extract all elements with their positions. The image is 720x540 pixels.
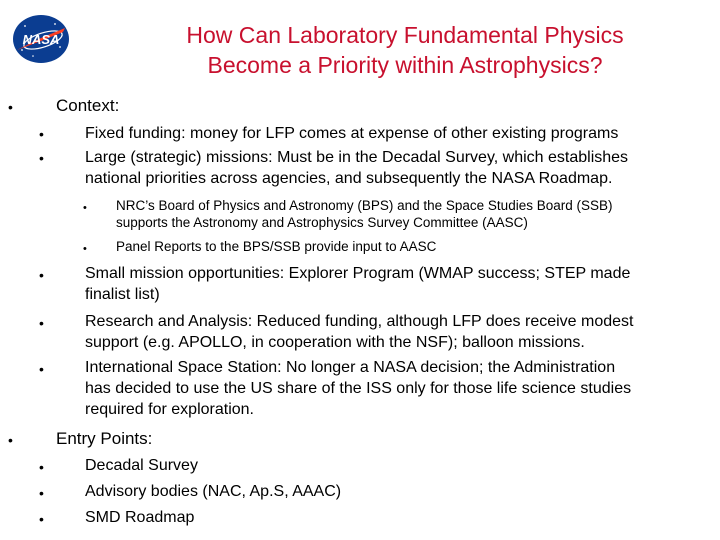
- nasa-logo-icon: [11, 14, 71, 64]
- bullet-icon: •: [39, 361, 44, 377]
- bullet-icon: •: [39, 267, 44, 283]
- bullet-icon: •: [8, 432, 13, 448]
- entry-point-item: SMD Roadmap: [85, 509, 195, 526]
- context-item-large-missions: Large (strategic) missions: Must be in the Decadal Survey, which establishes national priorities across agencies, and subsequently the NASA Roadmap.: [85, 149, 629, 187]
- title-line-1: How Can Laboratory Fundamental Physics: [186, 22, 624, 48]
- context-item-small-missions: Small mission opportunities: Explorer Program (WMAP success; STEP made finalist list): [85, 265, 631, 303]
- bullet-icon: •: [39, 485, 44, 501]
- nasa-logo-text: NASA: [22, 32, 60, 47]
- subitem-nrc-boards: NRC’s Board of Physics and Astronomy (BPS) and the Space Studies Board (SSB) supports the Astronomy and Astrophysics Survey Committee (AASC): [116, 198, 613, 230]
- slide-title: [110, 20, 700, 80]
- bullet-icon: •: [39, 459, 44, 475]
- bullet-icon: •: [83, 243, 87, 255]
- context-heading: Context:: [56, 96, 120, 115]
- bullet-icon: •: [83, 202, 87, 214]
- entry-point-item: Decadal Survey: [85, 457, 198, 474]
- subitem-panel-reports: Panel Reports to the BPS/SSB provide input to AASC: [116, 239, 437, 254]
- bullet-icon: •: [39, 150, 44, 166]
- bullet-icon: •: [39, 315, 44, 331]
- context-item-research-analysis: Research and Analysis: Reduced funding, although LFP does receive modest support (e.g. APOLLO, in cooperation with the NSF); balloon missions.: [85, 313, 634, 351]
- entry-points-heading: Entry Points:: [56, 429, 153, 448]
- context-item-fixed-funding: Fixed funding: money for LFP comes at expense of other existing programs: [85, 125, 619, 142]
- bullet-icon: •: [8, 99, 13, 115]
- context-item-iss: International Space Station: No longer a NASA decision; the Administration has decided to use the US share of the ISS only for those life science studies required for exploration.: [85, 359, 632, 418]
- title-line-2: Become a Priority within Astrophysics?: [207, 52, 603, 78]
- bullet-icon: •: [39, 126, 44, 142]
- entry-point-item: Advisory bodies (NAC, Ap.S, AAAC): [85, 483, 342, 500]
- bullet-icon: •: [39, 511, 44, 527]
